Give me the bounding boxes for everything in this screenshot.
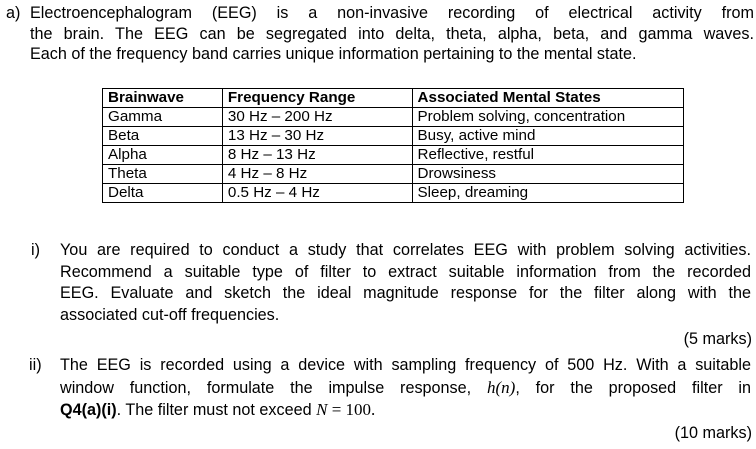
cell-brainwave: Theta	[103, 165, 223, 184]
cell-frequency: 8 Hz – 13 Hz	[222, 146, 412, 165]
cell-frequency: 30 Hz – 200 Hz	[222, 108, 412, 127]
table-row	[103, 146, 684, 165]
cell-frequency: 4 Hz – 8 Hz	[222, 165, 412, 184]
question-ii-label: ii)	[29, 356, 42, 374]
cell-mental-state: Drowsiness	[412, 165, 683, 184]
cell-brainwave: Beta	[103, 127, 223, 146]
cell-mental-state: Sleep, dreaming	[412, 184, 683, 203]
impulse-response-symbol: h(n)	[486, 377, 516, 397]
question-reference: Q4(a)(i)	[60, 401, 117, 419]
question-ii-text	[60, 355, 751, 422]
filter-order-symbol: N	[316, 400, 328, 419]
intro-line-2: the brain. The EEG can be segregated into delta, theta, alpha, beta, and gamma waves.	[30, 24, 754, 43]
part-label: a)	[6, 4, 21, 22]
table-header-row	[103, 89, 684, 108]
header-frequency-range: Frequency Range	[222, 89, 412, 108]
question-i-line-3: EEG. Evaluate and sketch the ideal magnitude response for the filter along with the	[60, 284, 751, 302]
intro-line-1: Electroencephalogram (EEG) is a non-invasive recording of electrical activity from	[30, 4, 754, 22]
header-mental-states: Associated Mental States	[412, 89, 683, 108]
intro-paragraph	[6, 3, 754, 65]
cell-brainwave: Delta	[103, 184, 223, 203]
question-i-line-4: associated cut-off frequencies.	[60, 305, 280, 324]
question-i-text	[60, 240, 751, 326]
question-ii-marks: (10 marks)	[674, 424, 752, 442]
table-row	[103, 184, 684, 203]
question-ii-line-2: window function, formulate the impulse response, h(n), for the proposed filter in	[60, 377, 752, 397]
question-i-line-1: You are required to conduct a study that correlates EEG with problem solving activities.	[60, 241, 751, 259]
header-brainwave: Brainwave	[103, 89, 223, 108]
question-ii	[29, 355, 753, 425]
question-ii-line-3: Q4(a)(i). The filter must not exceed N = 100.	[60, 400, 376, 419]
question-i	[31, 240, 753, 330]
intro-line-3: Each of the frequency band carries unique information pertaining to the mental state.	[30, 45, 637, 63]
table-row	[103, 127, 684, 146]
cell-mental-state: Reflective, restful	[412, 146, 683, 165]
table-row	[103, 165, 684, 184]
question-ii-line-1: The EEG is recorded using a device with sampling frequency of 500 Hz. With a suitable	[60, 356, 751, 374]
cell-mental-state: Problem solving, concentration	[412, 108, 683, 127]
cell-frequency: 0.5 Hz – 4 Hz	[222, 184, 412, 203]
brainwave-table	[102, 88, 684, 203]
cell-mental-state: Busy, active mind	[412, 127, 683, 146]
table-row	[103, 108, 684, 127]
cell-brainwave: Gamma	[103, 108, 223, 127]
question-i-line-2: Recommend a suitable type of filter to extract suitable information from the recorded	[60, 262, 751, 281]
question-i-marks: (5 marks)	[683, 330, 752, 348]
cell-frequency: 13 Hz – 30 Hz	[222, 127, 412, 146]
cell-brainwave: Alpha	[103, 146, 223, 165]
question-i-label: i)	[31, 241, 40, 259]
